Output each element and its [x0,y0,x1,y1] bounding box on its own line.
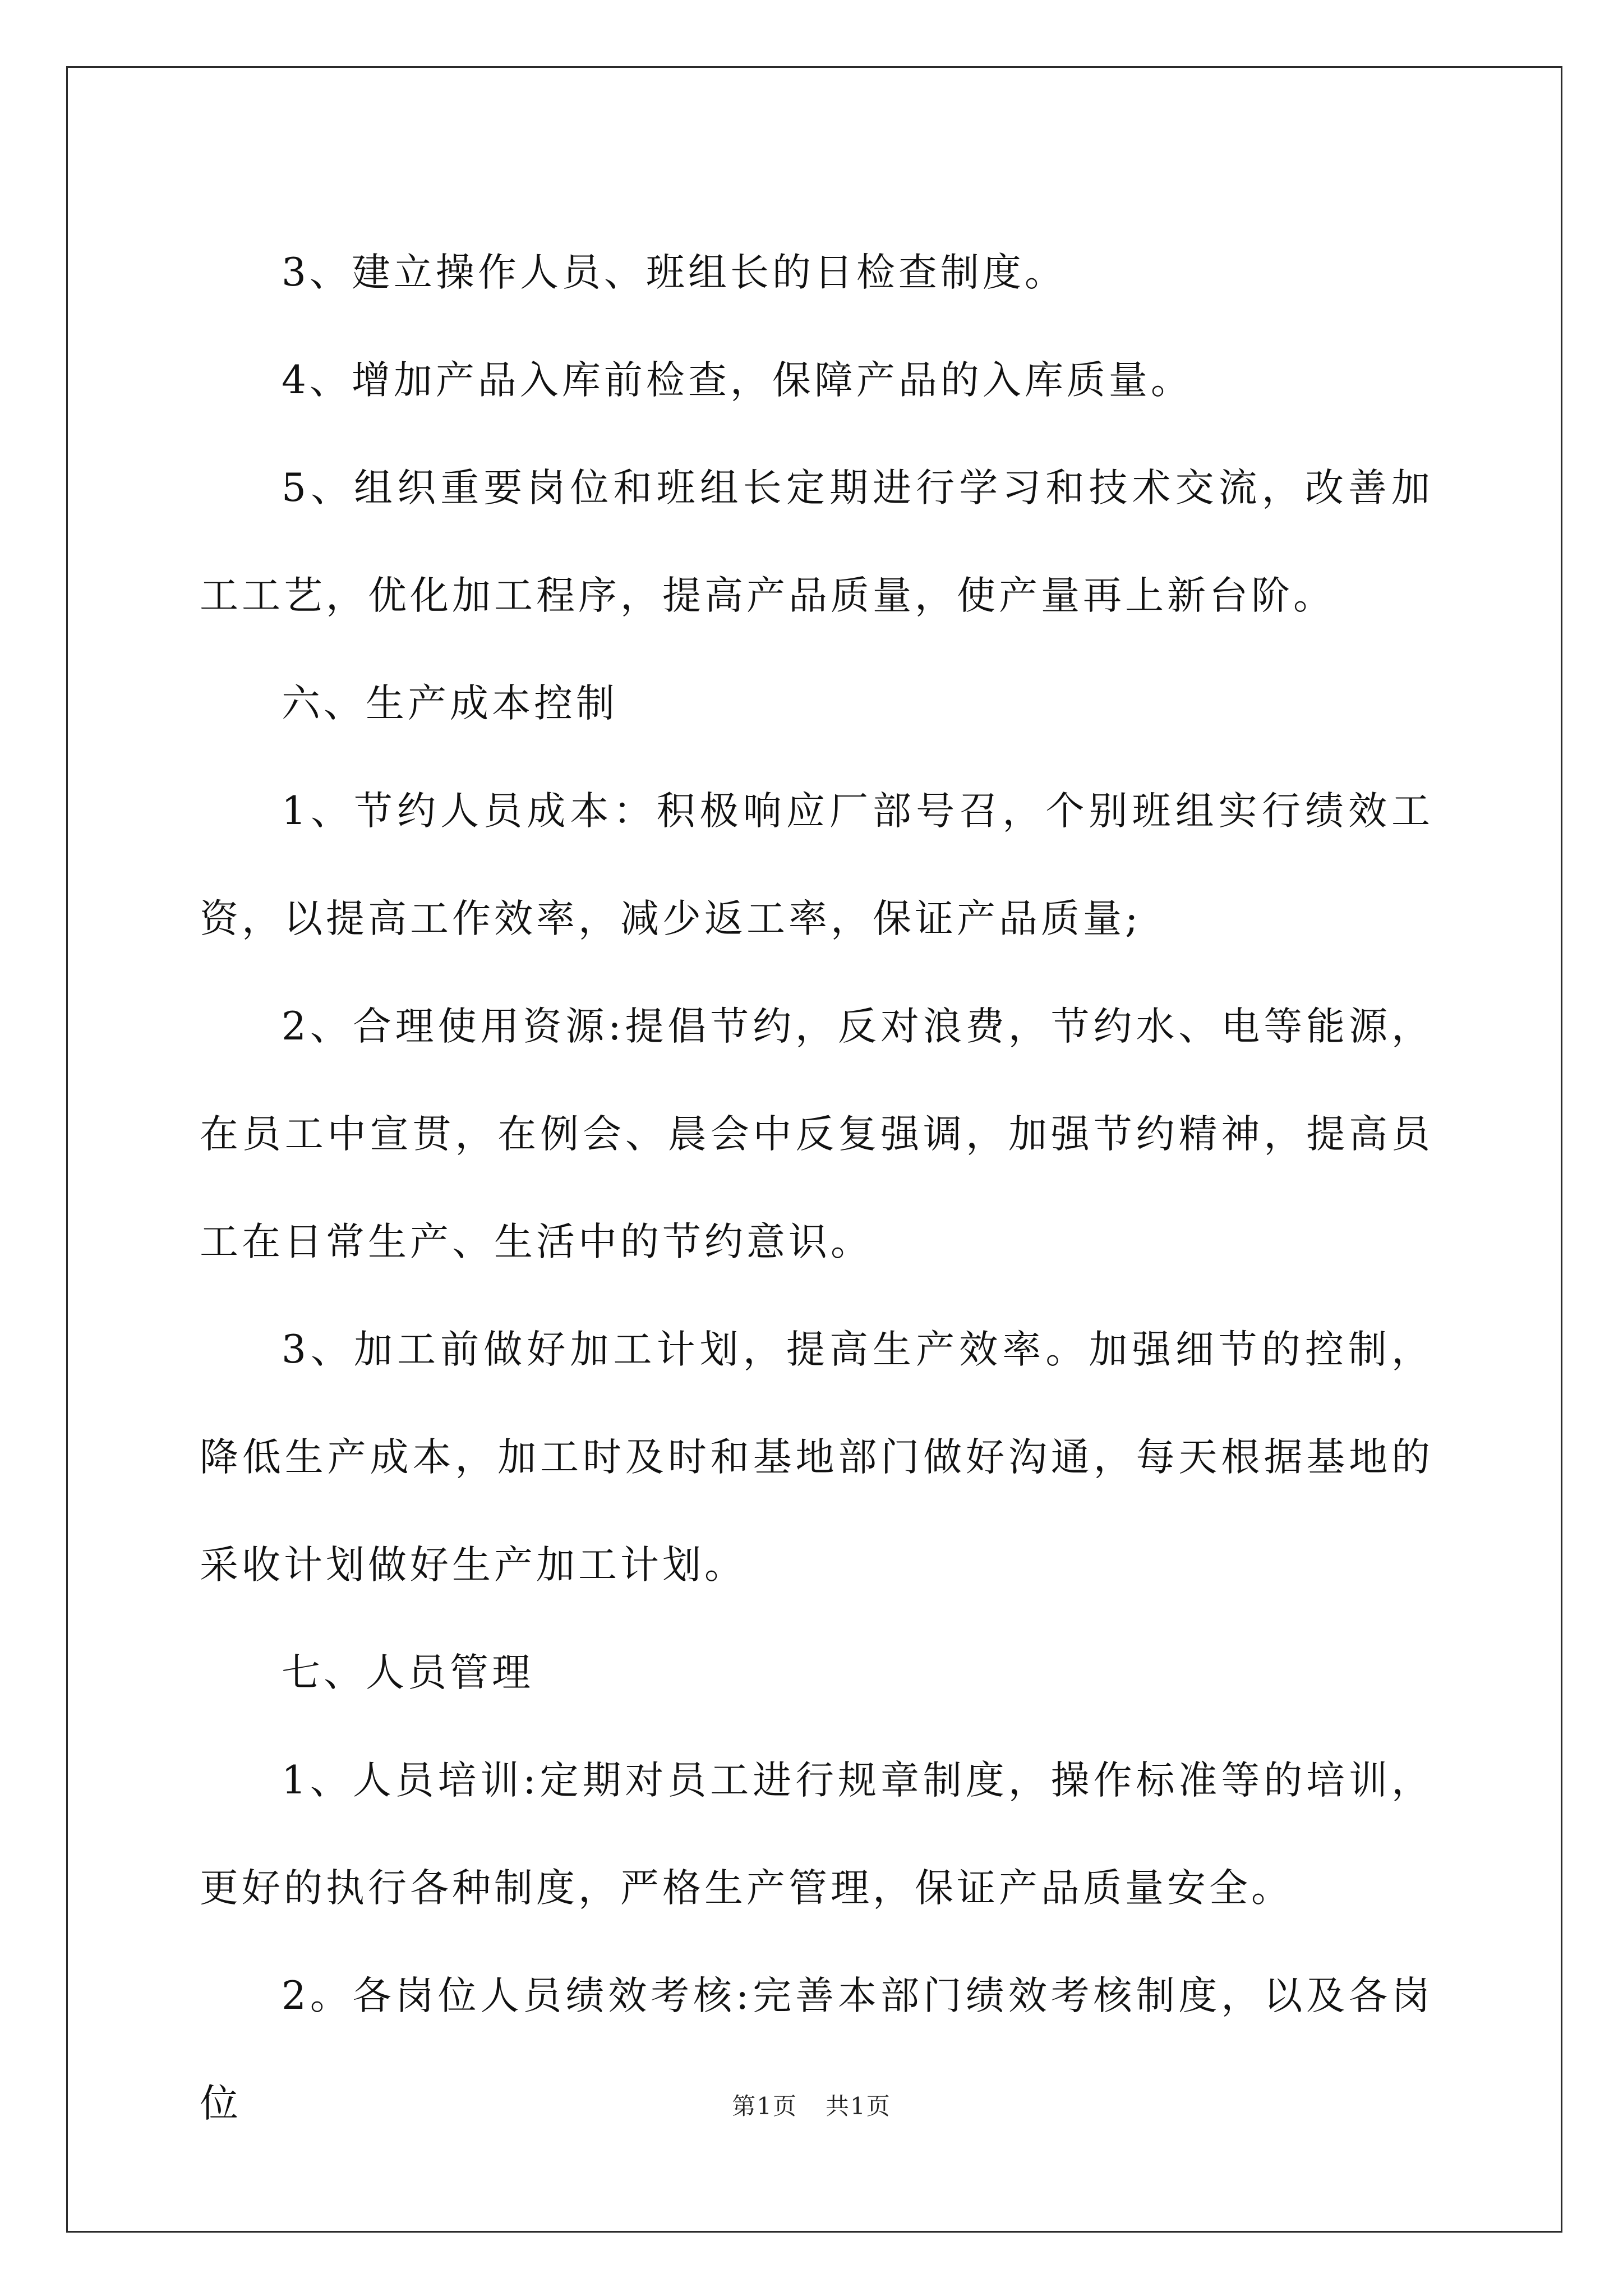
page-total: 共1页 [826,2092,891,2120]
page-number: 第1页 [732,2092,797,2120]
document-body [200,219,1433,2157]
section-heading-personnel: 七、人员管理 [282,1650,534,1695]
paragraph-6: 2、合理使用资源:提倡节约，反对浪费，节约水、电等能源，在员工中宣贯，在例会、晨会中反复强调，加强节约精神，提高员工在日常生产、生活中的节约意识。 [200,1004,1433,1264]
paragraph-9: 1、人员培训:定期对员工进行规章制度，操作标准等的培训，更好的执行各种制度，严格生产管理，保证产品质量安全。 [200,1758,1433,1911]
paragraph-5: 1、节约人员成本：积极响应厂部号召，个别班组实行绩效工资，以提高工作效率，减少返工率，保证产品质量; [200,789,1433,941]
section-heading-cost-control: 六、生产成本控制 [282,681,618,726]
paragraph-7: 3、加工前做好加工计划，提高生产效率。加强细节的控制，降低生产成本，加工时及时和基地部门做好沟通，每天根据基地的采收计划做好生产加工计划。 [200,1327,1433,1588]
paragraph-10: 2。各岗位人员绩效考核:完善本部门绩效考核制度，以及各岗位 [200,1973,1433,2126]
paragraph-1: 3、建立操作人员、班组长的日检查制度。 [282,250,1067,295]
paragraph-3: 5、组织重要岗位和班组长定期进行学习和技术交流，改善加工工艺，优化加工程序，提高产品质量，使产量再上新台阶。 [200,466,1433,618]
page-footer [0,2088,1623,2122]
paragraph-2: 4、增加产品入库前检查，保障产品的入库质量。 [282,358,1193,403]
